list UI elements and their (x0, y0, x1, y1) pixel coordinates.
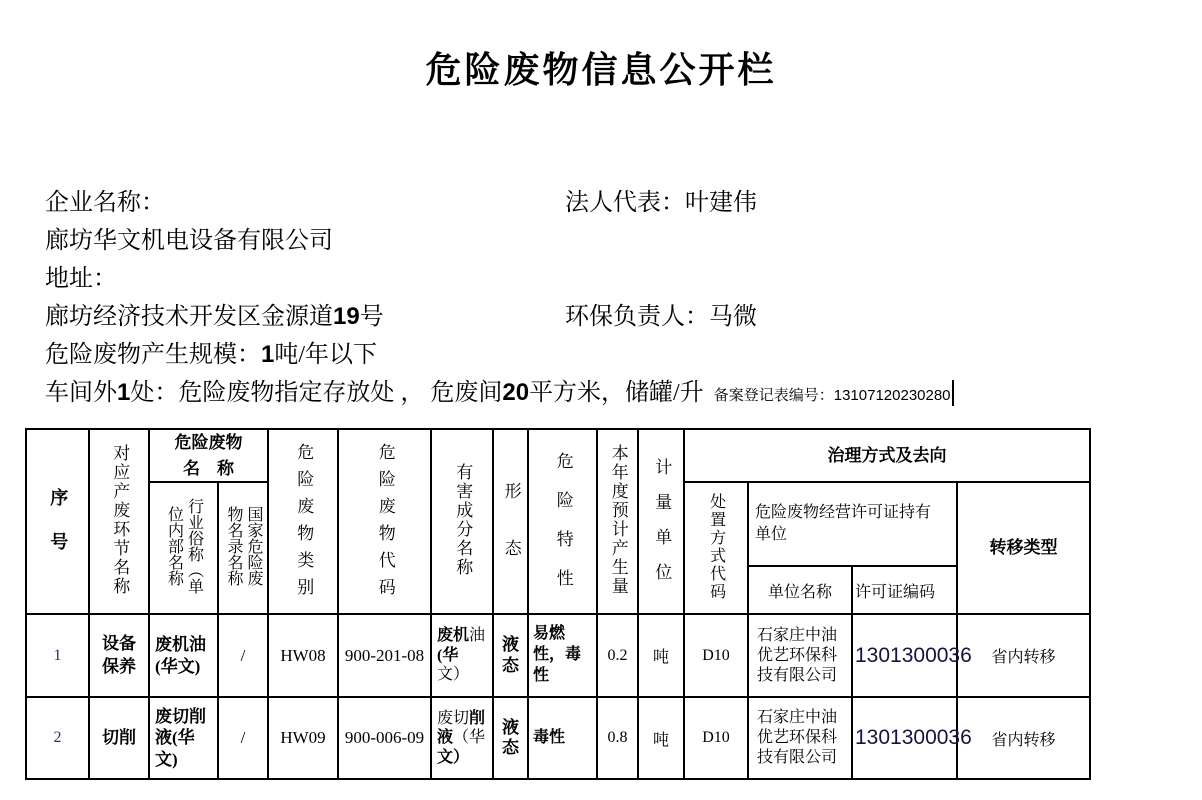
col-header-seq: 序号 (26, 429, 89, 614)
cell-seq: 2 (26, 697, 89, 779)
cell-form: 液态 (493, 697, 528, 779)
info-line-1 (45, 184, 1165, 222)
cell-unit: 吨 (638, 697, 684, 779)
env-officer: 环保负责人：马微 (565, 304, 757, 330)
cell-amount: 0.2 (597, 614, 638, 697)
col-header-process: 对应产废环节名称 (89, 429, 149, 614)
cell-harmful: 废切削液（华文） (431, 697, 493, 779)
cell-national-name: / (218, 697, 268, 779)
cell-process: 设备保养 (89, 614, 149, 697)
col-header-national-name: 国家危险废物名录名称 (218, 482, 268, 614)
cell-seq: 1 (26, 614, 89, 697)
col-header-hazard: 危险特性 (528, 429, 597, 614)
cell-transfer-type: 省内转移 (957, 697, 1090, 779)
col-header-disposal-code: 处置方式代码 (684, 482, 748, 614)
cell-code: 900-006-09 (338, 697, 431, 779)
cell-amount: 0.8 (597, 697, 638, 779)
cell-hazard: 易燃性，毒性 (528, 614, 597, 697)
cell-license-no: 1301300036 (852, 697, 957, 779)
cell-license-no: 1301300036 (852, 614, 957, 697)
col-header-form: 形态 (493, 429, 528, 614)
cell-disposal-code: D10 (684, 614, 748, 697)
col-header-trade-name: 行业俗称（单位内部名称 (149, 482, 218, 614)
info-line-5 (45, 336, 1165, 374)
cell-national-name: / (218, 614, 268, 697)
col-header-license-holder: 危险废物经营许可证持有单位 (748, 482, 957, 566)
cell-disposal-code: D10 (684, 697, 748, 779)
info-line-3 (45, 260, 1165, 298)
cell-category: HW08 (268, 614, 338, 697)
cell-hazard: 毒性 (528, 697, 597, 779)
text-cursor (952, 380, 954, 406)
address-label: 地址： (45, 266, 117, 292)
info-line-4 (45, 298, 1165, 336)
hazardous-waste-table (25, 428, 1091, 780)
page-title: 危险废物信息公开栏 (425, 50, 777, 90)
waste-scale: 危险废物产生规模：1吨/年以下 (45, 341, 378, 368)
info-line-2 (45, 222, 1165, 260)
cell-process: 切削 (89, 697, 149, 779)
info-section (45, 184, 1165, 412)
col-header-unit-name: 单位名称 (748, 566, 852, 614)
col-header-transfer-type: 转移类型 (957, 482, 1090, 614)
table-row (26, 697, 1090, 779)
col-header-harmful: 有害成分名称 (431, 429, 493, 614)
cell-code: 900-201-08 (338, 614, 431, 697)
cell-form: 液态 (493, 614, 528, 697)
legal-representative: 法人代表：叶建伟 (565, 190, 757, 216)
info-line-6 (45, 374, 1165, 412)
address-value: 廊坊经济技术开发区金源道19号 (45, 303, 384, 330)
col-header-amount: 本年度预计产生量 (597, 429, 638, 614)
cell-unit-name: 石家庄中油优艺环保科技有限公司 (748, 697, 852, 779)
col-header-category: 危险废物类别 (268, 429, 338, 614)
cell-transfer-type: 省内转移 (957, 614, 1090, 697)
cell-harmful: 废机油(华文） (431, 614, 493, 697)
cell-trade-name: 废切削液(华文) (149, 697, 218, 779)
cell-category: HW09 (268, 697, 338, 779)
col-header-code: 危险废物代码 (338, 429, 431, 614)
cell-trade-name: 废机油(华文) (149, 614, 218, 697)
storage-info: 车间外1处：危险废物指定存放处 ， 危废间20平方米，储罐/升 (45, 379, 704, 406)
col-header-waste-name-group: 危险废物 名 称 (149, 429, 268, 482)
col-header-treatment-group: 治理方式及去向 (684, 429, 1090, 482)
table-row (26, 614, 1090, 697)
company-name-value: 廊坊华文机电设备有限公司 (45, 228, 333, 254)
col-header-license-no: 许可证编码 (852, 566, 957, 614)
col-header-unit: 计量单位 (638, 429, 684, 614)
cell-unit: 吨 (638, 614, 684, 697)
record-number-note: 备案登记表编号：13107120230280 (713, 387, 951, 404)
cell-unit-name: 石家庄中油优艺环保科技有限公司 (748, 614, 852, 697)
company-name-label: 企业名称： (45, 190, 165, 216)
